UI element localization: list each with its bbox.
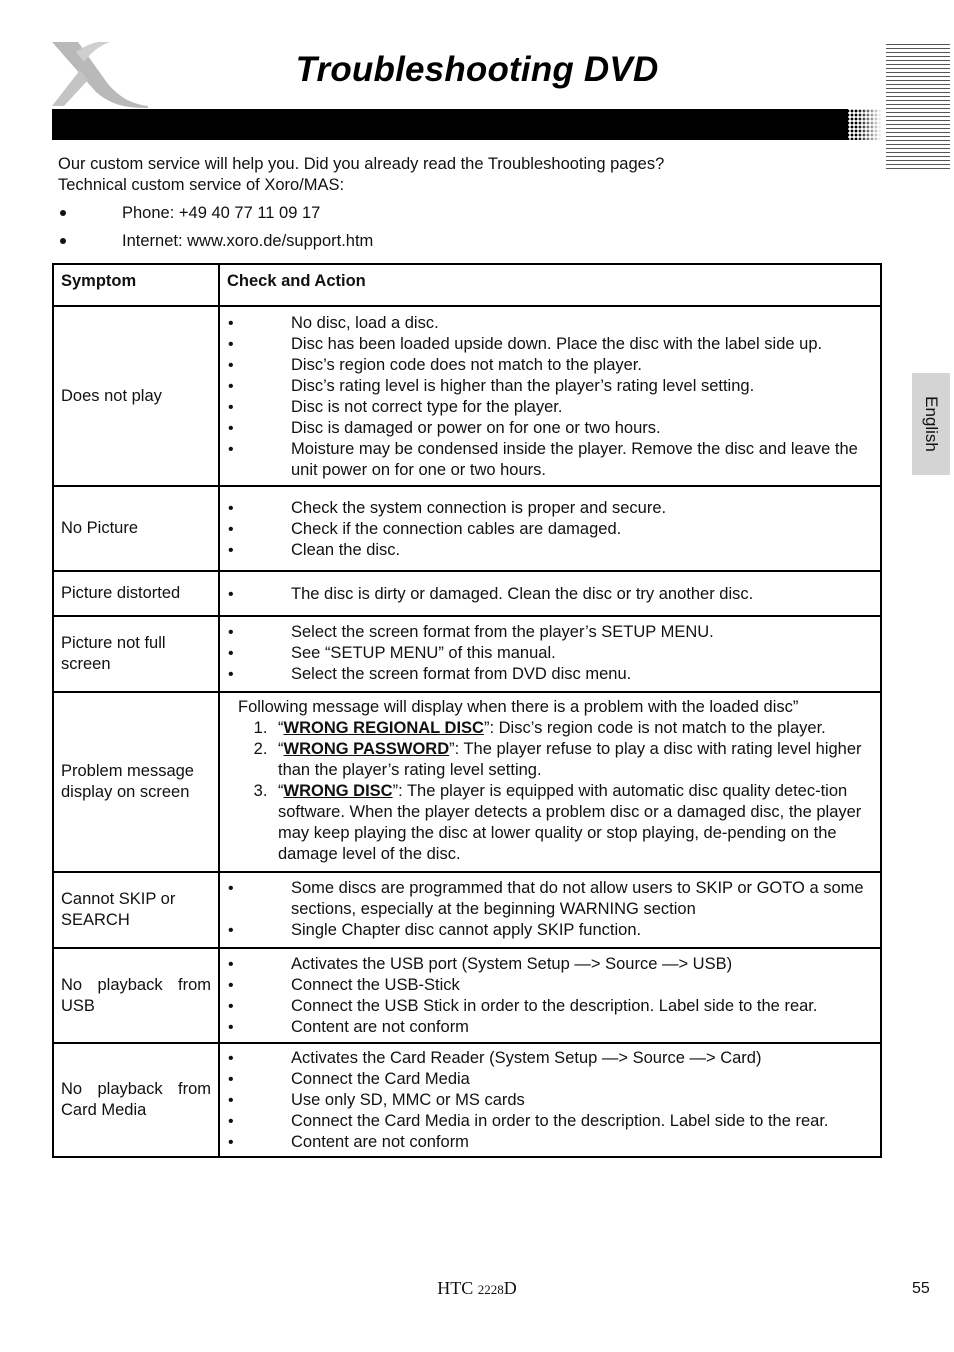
table-row xyxy=(53,1043,881,1157)
message-item xyxy=(272,718,872,739)
action-item: • Connect the Card Media xyxy=(228,1069,872,1090)
language-tab-label: English xyxy=(922,396,941,452)
quote-open: “ xyxy=(278,719,284,737)
message-item xyxy=(272,781,872,865)
action-item: • Connect the USB Stick in order to the description. Label side to the rear. xyxy=(228,996,872,1017)
action-item: • Moisture may be condensed inside the player. Remove the disc and leave the unit power on for one or two hours. xyxy=(228,439,872,481)
intro-line-2: Technical custom service of Xoro/MAS: xyxy=(58,176,345,194)
table-row xyxy=(53,948,881,1043)
action-item: • Clean the disc. xyxy=(228,540,872,561)
action-item: • Single Chapter disc cannot apply SKIP function. xyxy=(228,920,872,941)
action-cell xyxy=(219,486,881,571)
action-item: • Check the system connection is proper and secure. xyxy=(228,498,872,519)
page-title: Troubleshooting DVD xyxy=(295,50,659,89)
action-item: • Select the screen format from DVD disc menu. xyxy=(228,664,872,685)
message-keyword: WRONG REGIONAL DISC xyxy=(283,719,484,737)
model-number: 2228 xyxy=(477,1282,504,1297)
table-header-row xyxy=(53,264,881,306)
action-item: • Some discs are programmed that do not allow users to SKIP or GOTO a some sections, especially at the beginning WARNING section xyxy=(228,878,872,920)
action-item: • Connect the USB-Stick xyxy=(228,975,872,996)
action-cell xyxy=(219,872,881,948)
action-cell xyxy=(219,692,881,872)
table-row xyxy=(53,616,881,692)
intro-section xyxy=(58,154,878,252)
intro-line-1: Our custom service will help you. Did you already read the Troubleshooting pages? xyxy=(58,155,665,173)
action-item: • Select the screen format from the player’s SETUP MENU. xyxy=(228,622,872,643)
page-number: 55 xyxy=(912,1280,930,1297)
message-keyword: WRONG PASSWORD xyxy=(283,740,450,758)
model-prefix: HTC xyxy=(437,1278,474,1298)
intro-internet: Internet: www.xoro.de/support.htm xyxy=(58,231,878,252)
action-item: • Activates the USB port (System Setup —> Source —> USB) xyxy=(228,954,872,975)
message-list xyxy=(228,718,872,865)
symptom-cell: No playback from Card Media xyxy=(53,1043,219,1157)
action-item: • Content are not conform xyxy=(228,1132,872,1153)
footer-model xyxy=(0,1278,954,1299)
action-cell xyxy=(219,306,881,486)
header-symptom: Symptom xyxy=(53,264,219,306)
symptom-cell: No playback from USB xyxy=(53,948,219,1043)
action-item: • Disc is damaged or power on for one or two hours. xyxy=(228,418,872,439)
corner-stripes xyxy=(886,44,950,172)
action-item: • The disc is dirty or damaged. Clean the disc or try another disc. xyxy=(228,584,872,605)
table-row xyxy=(53,692,881,872)
action-cell xyxy=(219,1043,881,1157)
message-text: ”: The player refuse to play a disc with rating level higher than the player’s rating level setting. xyxy=(278,740,862,779)
action-cell xyxy=(219,616,881,692)
message-item xyxy=(272,739,872,781)
table-row xyxy=(53,306,881,486)
table-row xyxy=(53,872,881,948)
action-item: • Disc’s rating level is higher than the player’s rating level setting. xyxy=(228,376,872,397)
message-keyword: WRONG DISC xyxy=(283,782,393,800)
action-item: • Disc is not correct type for the player. xyxy=(228,397,872,418)
action-cell xyxy=(219,571,881,616)
symptom-cell: Picture not full screen xyxy=(53,616,219,692)
action-item: • No disc, load a disc. xyxy=(228,313,872,334)
symptom-cell: Does not play xyxy=(53,306,219,486)
action-item: • Content are not conform xyxy=(228,1017,872,1038)
title-bar xyxy=(52,109,848,140)
quote-open: “ xyxy=(278,782,284,800)
troubleshooting-table xyxy=(52,263,882,1158)
header-action: Check and Action xyxy=(219,264,881,306)
symptom-cell: Picture distorted xyxy=(53,571,219,616)
table-row xyxy=(53,571,881,616)
symptom-cell: Cannot SKIP or SEARCH xyxy=(53,872,219,948)
action-item: • Disc has been loaded upside down. Place the disc with the label side up. xyxy=(228,334,872,355)
action-item: • Disc’s region code does not match to the player. xyxy=(228,355,872,376)
symptom-cell: No Picture xyxy=(53,486,219,571)
action-item: • Activates the Card Reader (System Setup —> Source —> Card) xyxy=(228,1048,872,1069)
message-text: ”: The player is equipped with automatic disc quality detec-tion software. When the player detects a problem disc or a damaged disc, the player may keep playing the disc at lower quality or stop playing, de-pending on the damage level of the disc. xyxy=(278,782,862,863)
action-item: • See “SETUP MENU” of this manual. xyxy=(228,643,872,664)
quote-open: “ xyxy=(278,740,284,758)
table-row xyxy=(53,486,881,571)
message-intro: Following message will display when there is a problem with the loaded disc” xyxy=(238,698,799,716)
action-cell xyxy=(219,948,881,1043)
intro-phone: Phone: +49 40 77 11 09 17 xyxy=(58,203,878,224)
message-text: ”: Disc’s region code is not match to the player. xyxy=(483,719,826,737)
title-bar-dots xyxy=(846,109,882,140)
action-item: • Use only SD, MMC or MS cards xyxy=(228,1090,872,1111)
language-tab xyxy=(912,373,950,475)
model-suffix: D xyxy=(503,1278,517,1298)
action-item: • Connect the Card Media in order to the description. Label side to the rear. xyxy=(228,1111,872,1132)
symptom-cell: Problem message display on screen xyxy=(53,692,219,872)
action-item: • Check if the connection cables are damaged. xyxy=(228,519,872,540)
